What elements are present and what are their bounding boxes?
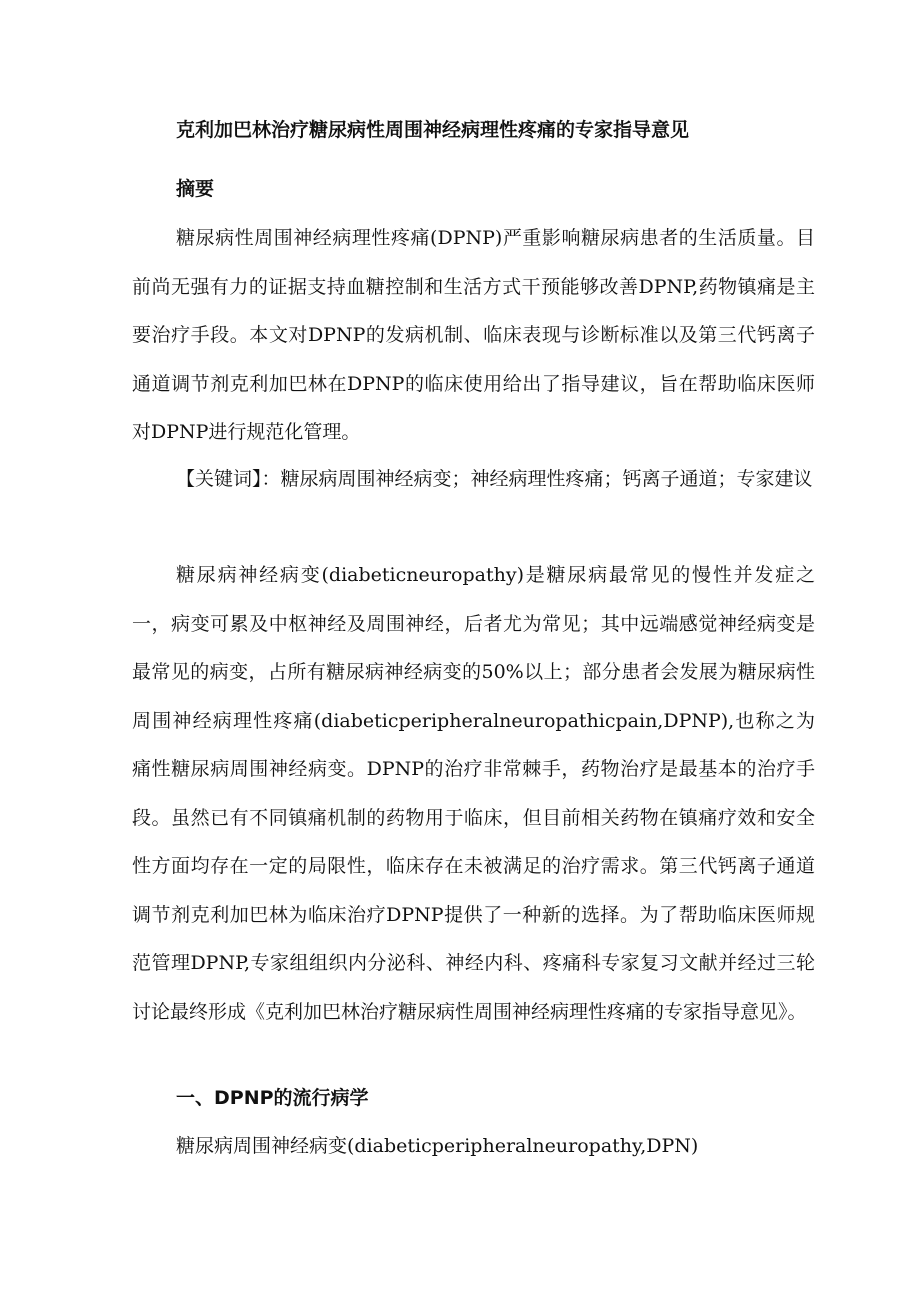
abstract-paragraph: 糖尿病性周围神经病理性疼痛(DPNP)严重影响糖尿病患者的生活质量。目前尚无强有力的证据支持血糖控制和生活方式干预能够改善DPNP,药物镇痛是主要治疗手段。本文对DPNP的发病机制、临床表现与诊断标准以及第三代钙离子通道调节剂克利加巴林在DPNP的临床使用给出了指导建议，旨在帮助临床医师对DPNP进行规范化管理。	[132, 227, 815, 443]
keywords-paragraph: 【关键词】：糖尿病周围神经病变；神经病理性疼痛；钙离子通道；专家建议	[176, 468, 813, 490]
abstract-heading: 摘要	[176, 178, 215, 200]
section-1-heading: 一、DPNP的流行病学	[176, 1087, 369, 1109]
section-1-paragraph: 糖尿病周围神经病变(diabeticperipheralneuropathy,DPN)	[176, 1135, 699, 1157]
document-title: 克利加巴林治疗糖尿病性周围神经病理性疼痛的专家指导意见	[176, 119, 690, 141]
intro-paragraph: 糖尿病神经病变(diabeticneuropathy)是糖尿病最常见的慢性并发症之一，病变可累及中枢神经及周围神经，后者尤为常见；其中远端感觉神经病变是最常见的病变，占所有糖尿病神经病变的50%以上；部分患者会发展为糖尿病性周围神经病理性疼痛(diabeticperipheralneuropathicpain,DPNP),也称之为痛性糖尿病周围神经病变。DPNP的治疗非常棘手，药物治疗是最基本的治疗手段。虽然已有不同镇痛机制的药物用于临床，但目前相关药物在镇痛疗效和安全性方面均存在一定的局限性，临床存在未被满足的治疗需求。第三代钙离子通道调节剂克利加巴林为临床治疗DPNP提供了一种新的选择。为了帮助临床医师规范管理DPNP,专家组组织内分泌科、神经内科、疼痛科专家复习文献并经过三轮讨论最终形成《克利加巴林治疗糖尿病性周围神经病理性疼痛的专家指导意见》。	[132, 564, 815, 1023]
